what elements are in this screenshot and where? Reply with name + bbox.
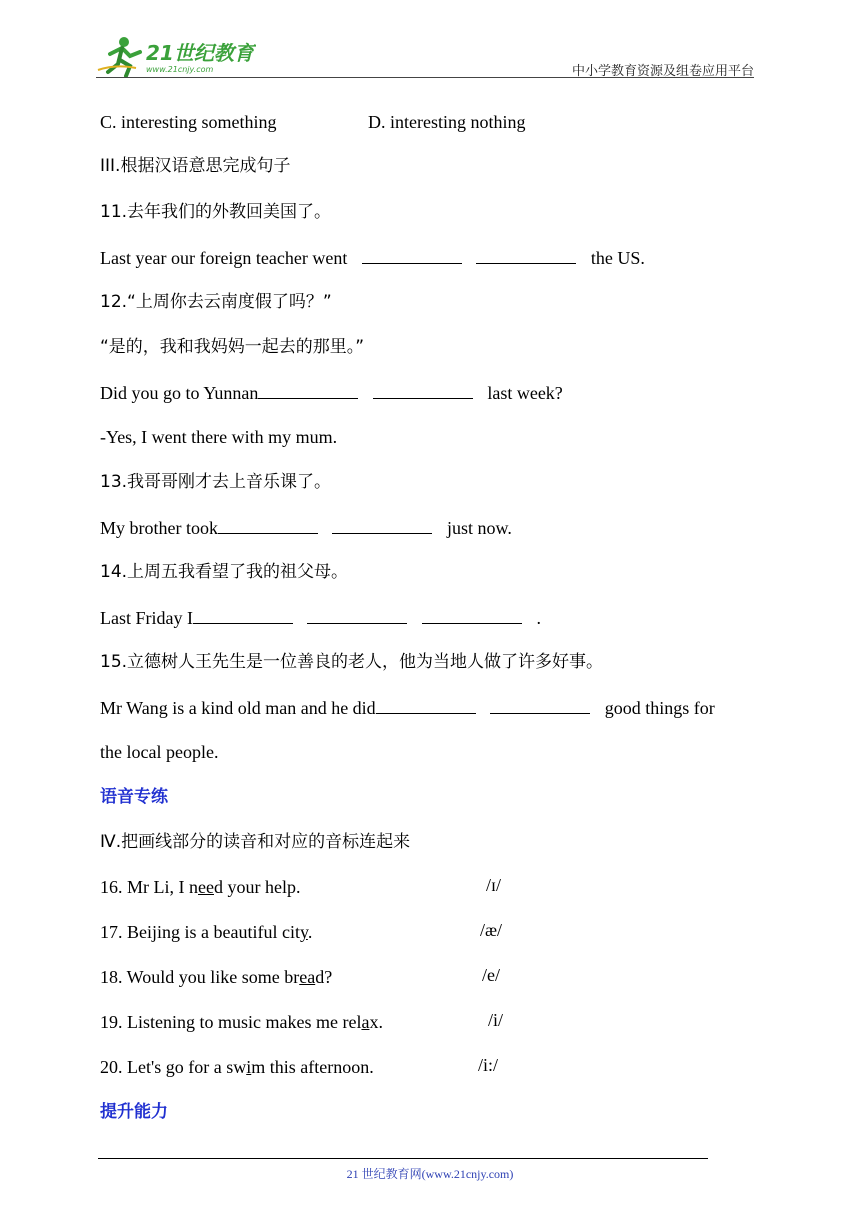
answer-blank[interactable] (332, 515, 432, 534)
option-d: D. interesting nothing (368, 112, 526, 132)
q11-chinese: 11.去年我们的外教回美国了。 (100, 202, 332, 222)
q11-text-b: the US. (590, 248, 645, 268)
q14-text-a: Last Friday I (100, 608, 193, 628)
q12-text-b: last week? (487, 383, 563, 403)
answer-blank[interactable] (373, 380, 473, 399)
ipa-symbol[interactable]: /i:/ (478, 1055, 499, 1075)
q15-english (100, 695, 715, 720)
item-text: 18. Would you like some br (100, 967, 300, 987)
ipa-symbol[interactable]: /æ/ (480, 920, 503, 940)
matching-item (100, 1055, 374, 1079)
answer-blank[interactable] (490, 695, 590, 714)
item-text: d? (315, 967, 333, 987)
underlined-letters: ee (198, 877, 214, 897)
q12-english-2: -Yes, I went there with my mum. (100, 427, 338, 447)
item-text: 17. Beijing is a beautiful cit (100, 922, 300, 942)
logo-url: www.21cnjy.com (146, 65, 214, 74)
option-c: C. interesting something (100, 112, 277, 132)
footer-text: 21 世纪教育网(www.21cnjy.com) (346, 1167, 514, 1181)
q13-english (100, 515, 512, 540)
q15-text-b: good things for (604, 698, 715, 718)
phonics-heading: 语音专练 (100, 787, 168, 807)
section-iv-title: Ⅳ.把画线部分的读音和对应的音标连起来 (100, 832, 411, 852)
ipa-symbol[interactable]: /i/ (488, 1010, 504, 1030)
answer-blank[interactable] (476, 245, 576, 264)
option-d-line (368, 110, 525, 134)
matching-item (100, 875, 300, 899)
site-logo (96, 34, 256, 78)
ipa-symbol[interactable]: /ɪ/ (486, 875, 502, 895)
q13-chinese: 13.我哥哥刚才去上音乐课了。 (100, 472, 332, 492)
item-text: 20. Let's go for a sw (100, 1057, 247, 1077)
footer-divider (98, 1158, 708, 1159)
answer-blank[interactable] (422, 605, 522, 624)
q12-text-a: Did you go to Yunnan (100, 383, 259, 403)
matching-item (100, 1010, 383, 1034)
q13-text-b: just now. (446, 518, 512, 538)
page-header (0, 0, 860, 80)
item-text: x. (369, 1012, 383, 1032)
answer-blank[interactable] (307, 605, 407, 624)
ipa-symbol[interactable]: /e/ (482, 965, 500, 985)
answer-blank[interactable] (258, 380, 358, 399)
options-line (100, 110, 276, 134)
answer-blank[interactable] (218, 515, 318, 534)
item-text: . (307, 922, 313, 942)
header-divider (96, 77, 754, 78)
q13-text-a: My brother took (100, 518, 218, 538)
item-text: m this afternoon. (251, 1057, 374, 1077)
q14-english (100, 605, 541, 630)
site-title: 中小学教育资源及组卷应用平台 (571, 64, 754, 79)
answer-blank[interactable] (362, 245, 462, 264)
q12-english (100, 380, 563, 405)
item-text: 16. Mr Li, I n (100, 877, 198, 897)
q11-text-a: Last year our foreign teacher went (100, 248, 348, 268)
runner-icon (98, 37, 140, 76)
answer-blank[interactable] (376, 695, 476, 714)
q12-chinese-1: 12.“上周你去云南度假了吗？” (100, 292, 332, 312)
answer-blank[interactable] (193, 605, 293, 624)
improve-heading: 提升能力 (100, 1102, 168, 1122)
q14-text-b: . (536, 608, 541, 628)
underlined-letters: y (299, 922, 308, 942)
q12-chinese-2: “是的，我和我妈妈一起去的那里。” (100, 337, 365, 357)
q14-chinese: 14.上周五我看望了我的祖父母。 (100, 562, 349, 582)
underlined-letters: a (361, 1012, 370, 1032)
section-iii-title: III.根据汉语意思完成句子 (100, 156, 291, 176)
q15-text-a: Mr Wang is a kind old man and he did (100, 698, 376, 718)
item-text: d your help. (213, 877, 301, 897)
matching-item (100, 920, 312, 944)
q15-chinese: 15.立德树人王先生是一位善良的老人，他为当地人做了许多好事。 (100, 652, 604, 672)
underlined-letters: i (246, 1057, 252, 1077)
item-text: 19. Listening to music makes me rel (100, 1012, 362, 1032)
q11-english (100, 245, 645, 270)
logo-text: 21世纪教育 (146, 41, 254, 65)
q15-english-2: the local people. (100, 742, 219, 762)
underlined-letters: ea (299, 967, 316, 987)
matching-item (100, 965, 332, 989)
